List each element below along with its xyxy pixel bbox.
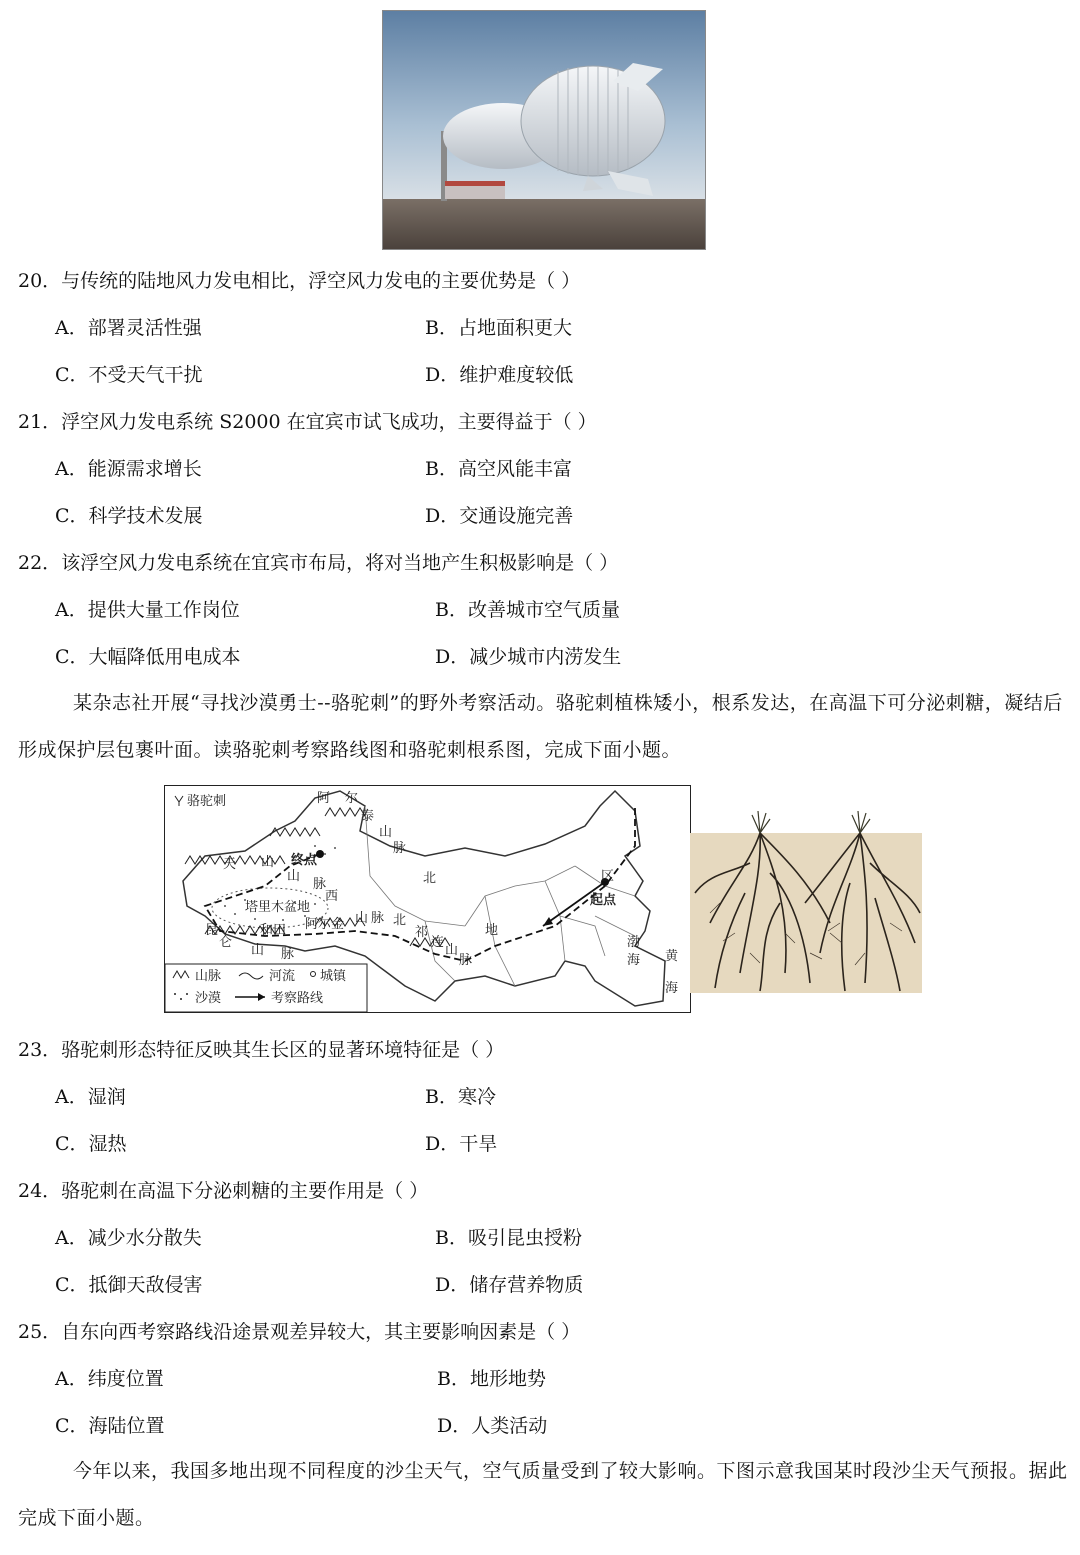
question-22-option-b[interactable]: B．改善城市空气质量 <box>435 599 620 621</box>
question-24-stem: 24．骆驼刺在高温下分泌刺糖的主要作用是（ ） <box>18 1180 429 1202</box>
question-20-option-c[interactable]: C．不受天气干扰 <box>55 364 203 386</box>
question-24-option-b[interactable]: B．吸引昆虫授粉 <box>435 1227 582 1249</box>
question-20-option-d[interactable]: D．维护难度较低 <box>425 364 574 386</box>
question-23-option-c[interactable]: C．湿热 <box>55 1133 127 1155</box>
map-label-shan-2: 山 <box>287 869 301 884</box>
map-label-hai-2: 海 <box>665 981 679 996</box>
map-label-shan-5: 山 <box>355 911 369 926</box>
question-23-option-d[interactable]: D．干旱 <box>425 1133 498 1155</box>
question-22-stem: 22．该浮空风力发电系统在宜宾市布局，将对当地产生积极影响是（ ） <box>18 552 619 574</box>
map-label-mai-5: 脉 <box>281 947 295 962</box>
map-label-qi: 祁 <box>415 925 429 940</box>
question-20-option-b[interactable]: B．占地面积更大 <box>425 317 572 339</box>
map-label-bo: 渤 <box>627 935 641 950</box>
question-22-option-a[interactable]: A．提供大量工作岗位 <box>55 599 240 621</box>
legend-mountain: 山脉 <box>195 969 222 984</box>
question-21-option-b[interactable]: B．高空风能丰富 <box>425 458 572 480</box>
hetian-label: 和田 <box>260 923 287 938</box>
question-23-option-a[interactable]: A．湿润 <box>55 1086 126 1108</box>
map-label-shan-1: 山 <box>261 855 275 870</box>
legend-town: 城镇 <box>320 969 347 984</box>
end-point-label: 终点 <box>291 853 318 868</box>
floating-wind-turbine-photo <box>382 10 706 250</box>
question-21-option-d[interactable]: D．交通设施完善 <box>425 505 574 527</box>
map-label-shan-6: 山 <box>251 943 265 958</box>
basin-label: 塔里木盆地 <box>245 900 311 915</box>
map-label-tian: 天 <box>223 857 237 872</box>
start-point-label: 起点 <box>590 893 617 908</box>
map-label-mai-3: 脉 <box>459 953 473 968</box>
question-25-option-a[interactable]: A．纬度位置 <box>55 1368 164 1390</box>
question-24-option-c[interactable]: C．抵御天敌侵害 <box>55 1274 203 1296</box>
question-21-stem: 21．浮空风力发电系统 S2000 在宜宾市试飞成功，主要得益于（ ） <box>18 411 597 433</box>
map-label-mai-1: 脉 <box>313 877 327 892</box>
map-label-shan-3: 山 <box>379 825 393 840</box>
question-25-option-b[interactable]: B．地形地势 <box>437 1368 546 1390</box>
map-label-di: 地 <box>485 923 499 938</box>
map-label-huang: 黄 <box>665 949 679 964</box>
question-20-option-a[interactable]: A．部署灵活性强 <box>55 317 202 339</box>
question-20-stem: 20．与传统的陆地风力发电相比，浮空风力发电的主要优势是（ ） <box>18 270 581 292</box>
legend-river: 河流 <box>269 969 296 984</box>
question-25-option-c[interactable]: C．海陆位置 <box>55 1415 165 1437</box>
camel-thorn-passage: 某杂志社开展“寻找沙漠勇士--骆驼刺”的野外考察活动。骆驼刺植株矮小，根系发达，在高温下可分泌刺糖，凝结后形成保护层包裹叶面。读骆驼刺考察路线图和骆驼刺根系图，完成下面小题。 <box>18 692 1063 761</box>
camel-thorn-root-picture <box>690 803 922 993</box>
question-23-stem: 23．骆驼刺形态特征反映其生长区的显著环境特征是（ ） <box>18 1039 505 1061</box>
legend-desert: 沙漠 <box>195 991 222 1006</box>
map-label-hai-1: 海 <box>627 953 641 968</box>
map-label-mai-4: 脉 <box>371 911 385 926</box>
question-25-option-d[interactable]: D．人类活动 <box>437 1415 548 1437</box>
question-21-option-c[interactable]: C．科学技术发展 <box>55 505 203 527</box>
map-label-a: 阿 <box>317 791 331 806</box>
question-24-option-a[interactable]: A．减少水分散失 <box>55 1227 202 1249</box>
map-label-kun: 昆 <box>205 923 219 938</box>
question-25-stem: 25．自东向西考察路线沿途景观差异较大，其主要影响因素是（ ） <box>18 1321 581 1343</box>
map-label-lun: 仑 <box>219 935 233 950</box>
question-21-option-a[interactable]: A．能源需求增长 <box>55 458 202 480</box>
map-label-bei-2: 北 <box>393 913 407 928</box>
question-24-option-d[interactable]: D．储存营养物质 <box>435 1274 584 1296</box>
map-label-xi: 西 <box>325 889 339 904</box>
map-label-aerjin: 阿尔金 <box>305 917 345 932</box>
map-label-er: 尔 <box>345 791 359 806</box>
map-label-shan-4: 山 <box>445 943 459 958</box>
question-23-option-b[interactable]: B．寒冷 <box>425 1086 496 1108</box>
survey-route-map <box>164 785 691 1013</box>
dust-weather-passage: 今年以来，我国多地出现不同程度的沙尘天气，空气质量受到了较大影响。下图示意我国某时段沙尘天气预报。据此完成下面小题。 <box>18 1460 1068 1529</box>
legend-route: 考察路线 <box>271 991 324 1006</box>
question-22-option-c[interactable]: C．大幅降低用电成本 <box>55 646 241 668</box>
question-22-option-d[interactable]: D．减少城市内涝发生 <box>435 646 622 668</box>
legend-camel-thorn: 骆驼刺 <box>187 794 227 809</box>
map-label-mai-2: 脉 <box>393 841 407 856</box>
map-label-bei: 北 <box>423 871 437 886</box>
map-label-tai: 泰 <box>361 809 375 824</box>
map-label-lian: 连 <box>431 935 445 950</box>
map-label-qu: 区 <box>601 869 615 884</box>
